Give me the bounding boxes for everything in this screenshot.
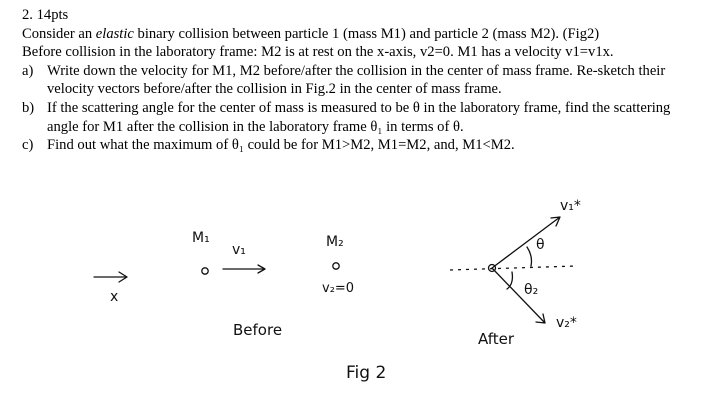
theta2-label: θ₂	[524, 282, 539, 298]
after-label: After	[478, 330, 515, 348]
v1-label: v₁	[232, 242, 246, 258]
x-axis-label: x	[110, 289, 119, 305]
part-a-text: Write down the velocity for M1, M2 before/after the collision in the center of mass frame. Re-sketch their velocity vectors before/after the collision in Fig.2 in the center of mass frame.	[47, 62, 666, 98]
part-b-text: If the scattering angle for the center of mass is measured to be θ in the laboratory frame, find the scattering angle for M1 after the collision in the laboratory frame θ₁ in terms of θ.	[47, 99, 671, 135]
v2-star-label: v₂*	[556, 315, 577, 331]
particle-1-before	[202, 268, 208, 274]
dashed-axis	[450, 266, 576, 270]
problem-intro-line2: Before collision in the laboratory frame: M2 is at rest on the x-axis, v2=0. M1 has a velocity v1=v1x.	[22, 44, 614, 61]
part-c-text: Find out what the maximum of θ₁ could be for M1>M2, M1=M2, and, M1<M2.	[47, 137, 515, 154]
theta2-arc	[507, 272, 512, 289]
theta-arc	[527, 247, 532, 266]
part-a-label: a)	[22, 62, 34, 79]
problem-header: 2. 14pts	[22, 7, 69, 23]
figure-caption: Fig 2	[346, 363, 387, 383]
v1-star-label: v₁*	[560, 198, 581, 214]
m2-label: M₂	[326, 234, 344, 250]
problem-intro: Consider an elastic binary collision between particle 1 (mass M1) and particle 2 (mass M2). (Fig2)	[22, 25, 600, 42]
v2-label: v₂=0	[322, 281, 355, 296]
particle-2-before	[333, 263, 339, 269]
v1-star-arrow	[492, 217, 560, 268]
m1-label: M₁	[192, 230, 210, 246]
x-axis-arrow	[94, 272, 127, 282]
v1-arrow	[223, 265, 265, 273]
elastic-emphasis: elastic	[95, 25, 134, 42]
part-b-label: b)	[22, 99, 35, 116]
theta-label: θ	[536, 237, 545, 253]
before-label: Before	[233, 321, 283, 339]
part-c-label: c)	[22, 137, 34, 154]
